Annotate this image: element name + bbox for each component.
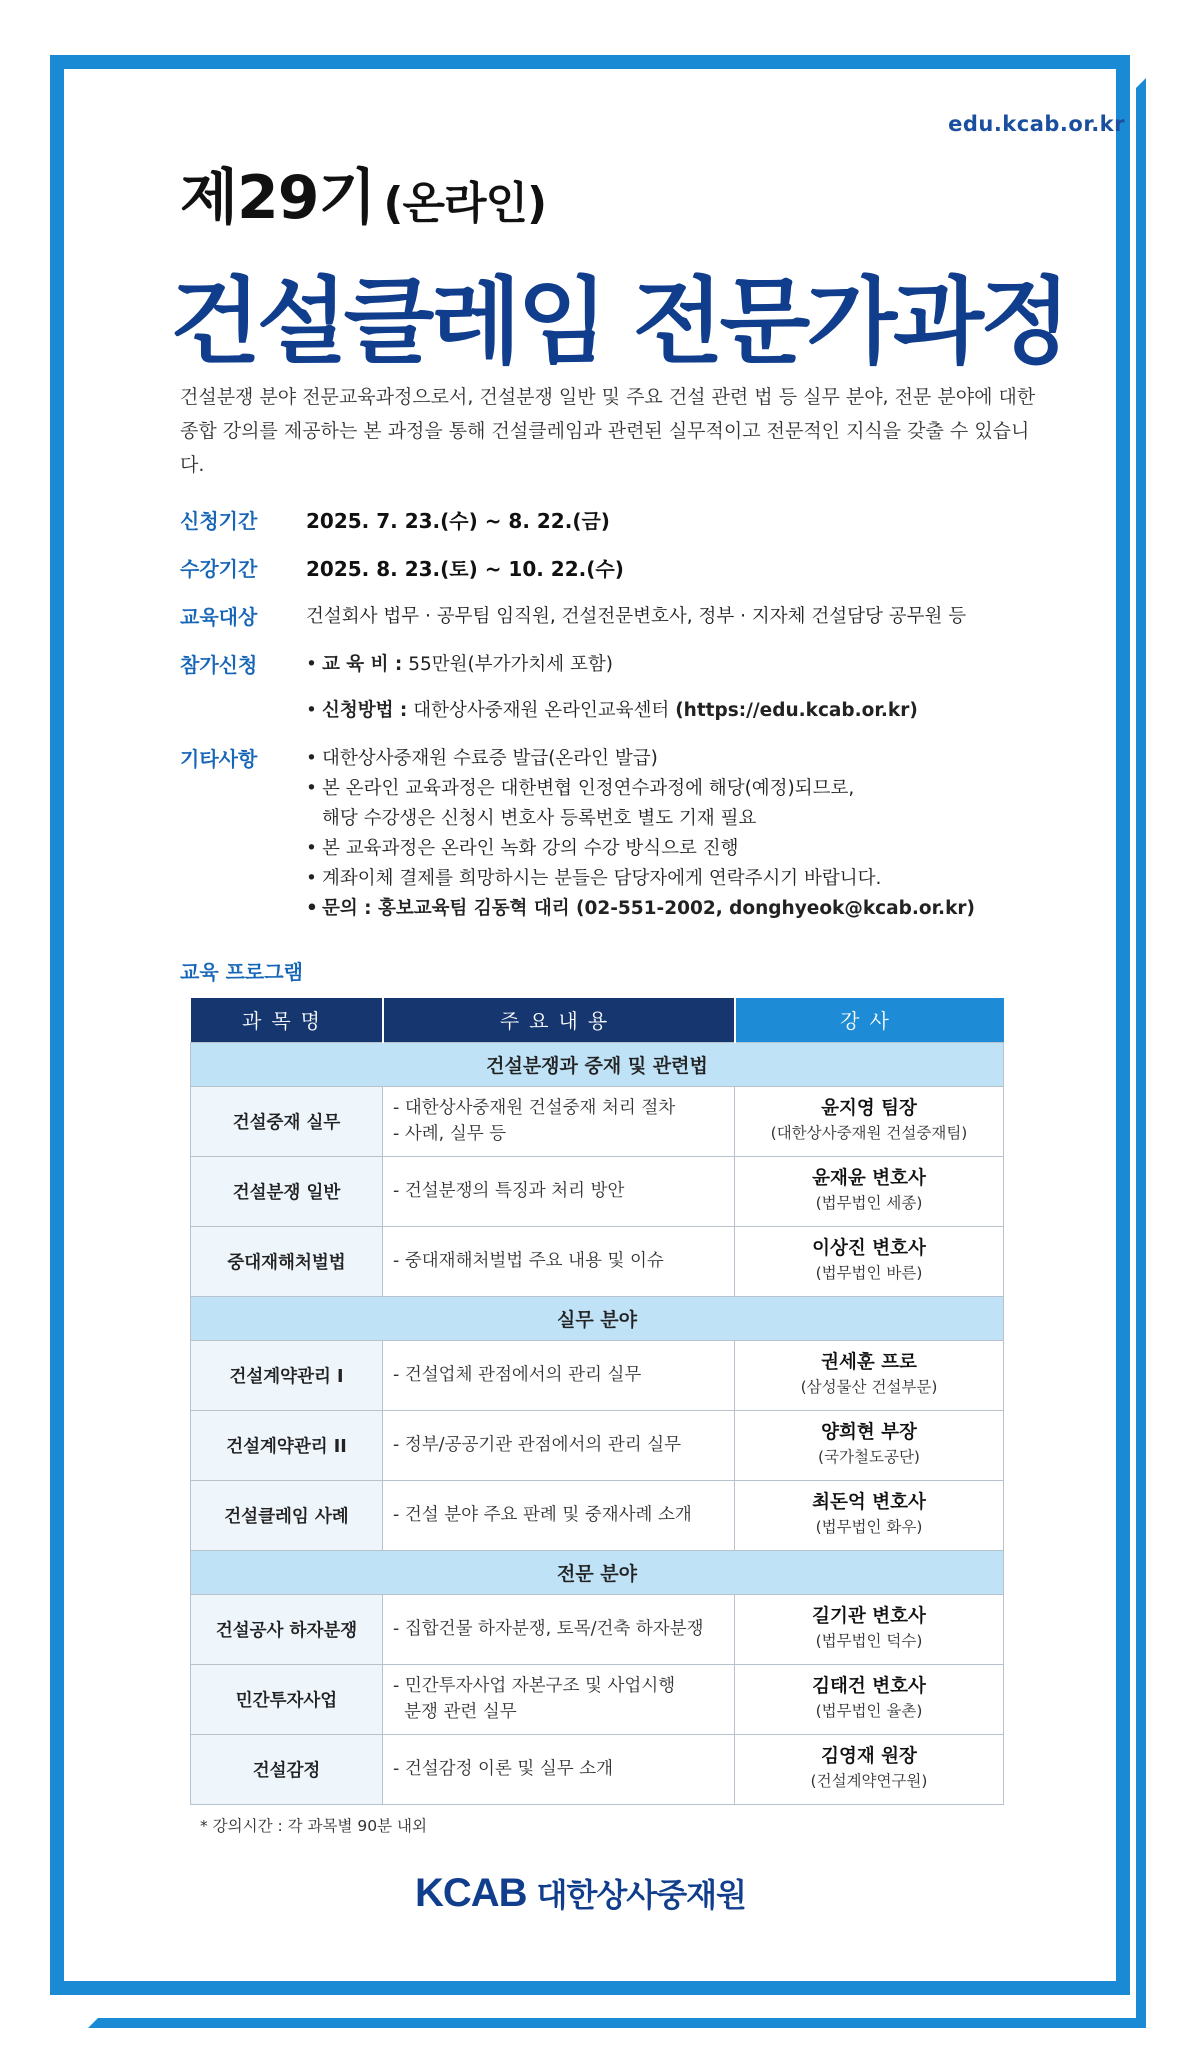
course-period-label: 수강기간 — [180, 557, 258, 581]
subject-cell: 건설중재 실무 — [191, 1086, 383, 1156]
etc-item-transfer: • 계좌이체 결제를 희망하시는 분들은 담당자에게 연락주시기 바랍니다. — [306, 864, 975, 894]
etc-item-format: • 본 교육과정은 온라인 녹화 강의 수강 방식으로 진행 — [306, 834, 975, 864]
target-label: 교육대상 — [180, 605, 258, 629]
etc-item-bar-credit-line1: 본 온라인 교육과정은 대한변협 인정연수과정에 해당(예정)되므로, — [322, 778, 855, 799]
apply-period-label: 신청기간 — [180, 509, 258, 533]
lecturer-name: 양희현 부장 — [821, 1422, 917, 1443]
section-name: 실무 분야 — [191, 1296, 1004, 1340]
apply-period-row — [180, 506, 1080, 536]
lecturer-org: (대한상사중재원 건설중재팀) — [770, 1124, 968, 1142]
lecturer-cell — [735, 1594, 1004, 1664]
detail-line: - 대한상사중재원 건설중재 처리 절차 — [393, 1098, 676, 1118]
site-url[interactable]: edu.kcab.or.kr — [948, 112, 1125, 136]
detail-line: 분쟁 관련 실무 — [393, 1702, 517, 1722]
table-row — [191, 1340, 1004, 1410]
subject-cell: 건설감정 — [191, 1734, 383, 1804]
headline-cohort — [180, 150, 546, 236]
lecturer-cell — [735, 1226, 1004, 1296]
program-title: 교육 프로그램 — [180, 960, 303, 984]
course-period-row — [180, 554, 1080, 584]
subject-cell: 건설계약관리 I — [191, 1340, 383, 1410]
table-row — [191, 1156, 1004, 1226]
method-url[interactable]: (https://edu.kcab.or.kr) — [675, 700, 918, 721]
header-content: 주요내용 — [383, 998, 735, 1042]
section-name: 건설분쟁과 중재 및 관련법 — [191, 1042, 1004, 1086]
poster-content — [170, 0, 1125, 2055]
table-row — [191, 1480, 1004, 1550]
method-item — [306, 696, 918, 726]
fee-item — [306, 650, 918, 680]
lecturer-cell — [735, 1340, 1004, 1410]
table-row — [191, 1226, 1004, 1296]
etc-row — [180, 744, 1080, 924]
headline-online-tag: (온라인) — [383, 178, 547, 229]
lecturer-org: (국가철도공단) — [818, 1448, 920, 1466]
header-subject: 과목명 — [191, 998, 383, 1042]
detail-cell: - 건설감정 이론 및 실무 소개 — [383, 1734, 735, 1804]
lecturer-cell — [735, 1664, 1004, 1734]
etc-item-contact: • 문의 : 홍보교육팀 김동혁 대리 (02-551-2002, donghyeok@kcab.or.kr) — [306, 894, 975, 924]
lecturer-org: (법무법인 바른) — [815, 1264, 923, 1282]
kcab-logo — [415, 1868, 746, 1918]
table-row — [191, 1410, 1004, 1480]
target-row — [180, 602, 1080, 632]
table-row — [191, 1664, 1004, 1734]
kcab-logo-mark: KCAB — [415, 1870, 527, 1915]
detail-line: - 민간투자사업 자본구조 및 사업시행 — [393, 1676, 676, 1696]
etc-item-bar-credit-line2: 해당 수강생은 신청시 변호사 등록번호 별도 기재 필요 — [322, 808, 757, 829]
lecturer-name: 길기관 변호사 — [812, 1606, 926, 1627]
subject-cell: 건설계약관리 II — [191, 1410, 383, 1480]
kcab-logo-name: 대한상사중재원 — [536, 1876, 746, 1914]
lecturer-name: 이상진 변호사 — [812, 1238, 926, 1259]
etc-list — [306, 744, 975, 924]
subject-cell: 건설분쟁 일반 — [191, 1156, 383, 1226]
lecturer-name: 김태건 변호사 — [812, 1676, 926, 1697]
lecturer-cell — [735, 1156, 1004, 1226]
etc-item-bar-credit — [306, 774, 975, 834]
method-value: 대한상사중재원 온라인교육센터 — [413, 700, 670, 721]
lecturer-cell — [735, 1086, 1004, 1156]
table-row — [191, 1594, 1004, 1664]
section-row — [191, 1550, 1004, 1594]
registration-list — [306, 650, 918, 726]
registration-row — [180, 650, 1080, 726]
lecturer-name: 윤재윤 변호사 — [812, 1168, 926, 1189]
header-lecturer: 강사 — [735, 998, 1004, 1042]
lecturer-cell — [735, 1410, 1004, 1480]
lecturer-cell — [735, 1480, 1004, 1550]
detail-cell: - 건설분쟁의 특징과 처리 방안 — [383, 1156, 735, 1226]
lecturer-org: (삼성물산 건설부문) — [800, 1378, 938, 1396]
lecturer-name: 김영재 원장 — [821, 1746, 917, 1767]
lecturer-org: (법무법인 덕수) — [815, 1632, 923, 1650]
headline-course-title: 건설클레임 전문가과정 — [170, 268, 1067, 377]
etc-label: 기타사항 — [180, 747, 258, 771]
program-header-row — [191, 998, 1004, 1042]
section-name: 전문 분야 — [191, 1550, 1004, 1594]
program-table — [190, 998, 1004, 1805]
lecturer-org: (법무법인 율촌) — [815, 1702, 923, 1720]
detail-line: - 사례, 실무 등 — [393, 1124, 507, 1144]
detail-cell: - 집합건물 하자분쟁, 토목/건축 하자분쟁 — [383, 1594, 735, 1664]
lecture-time-note: * 강의시간 : 각 과목별 90분 내외 — [200, 1817, 427, 1835]
headline-cohort-number: 제29기 — [180, 163, 376, 233]
section-row — [191, 1042, 1004, 1086]
lecturer-name: 윤지영 팀장 — [821, 1098, 917, 1119]
detail-cell: - 건설업체 관점에서의 관리 실무 — [383, 1340, 735, 1410]
intro-paragraph: 건설분쟁 분야 전문교육과정으로서, 건설분쟁 일반 및 주요 건설 관련 법 등 실무 분야, 전문 분야에 대한 종합 강의를 제공하는 본 과정을 통해 건설클레임과 관련된 실무적이고 전문적인 지식을 갖출 수 있습니다. — [180, 386, 1036, 476]
detail-cell — [383, 1664, 735, 1734]
detail-cell: - 정부/공공기관 관점에서의 관리 실무 — [383, 1410, 735, 1480]
table-row — [191, 1086, 1004, 1156]
lecturer-org: (법무법인 화우) — [815, 1518, 923, 1536]
subject-cell: 건설공사 하자분쟁 — [191, 1594, 383, 1664]
etc-item-certificate: • 대한상사중재원 수료증 발급(온라인 발급) — [306, 744, 975, 774]
subject-cell: 건설클레임 사례 — [191, 1480, 383, 1550]
target-value: 건설회사 법무 · 공무팀 임직원, 건설전문변호사, 정부 · 지자체 건설담당 공무원 등 — [306, 606, 967, 627]
info-block — [180, 506, 1080, 942]
fee-value: 55만원(부가가치세 포함) — [408, 654, 613, 675]
table-row — [191, 1734, 1004, 1804]
detail-cell: - 건설 분야 주요 판례 및 중재사례 소개 — [383, 1480, 735, 1550]
lecturer-org: (건설계약연구원) — [810, 1772, 928, 1790]
subject-cell: 중대재해처벌법 — [191, 1226, 383, 1296]
section-row — [191, 1296, 1004, 1340]
detail-cell: - 중대재해처벌법 주요 내용 및 이슈 — [383, 1226, 735, 1296]
subject-cell: 민간투자사업 — [191, 1664, 383, 1734]
program-body — [191, 1042, 1004, 1804]
registration-label: 참가신청 — [180, 653, 258, 677]
lecturer-name: 권세훈 프로 — [821, 1352, 917, 1373]
detail-cell — [383, 1086, 735, 1156]
method-key: 신청방법 : — [322, 700, 408, 721]
apply-period-value: 2025. 7. 23.(수) ~ 8. 22.(금) — [306, 509, 610, 533]
fee-key: 교 육 비 : — [322, 654, 403, 675]
course-period-value: 2025. 8. 23.(토) ~ 10. 22.(수) — [306, 557, 624, 581]
lecturer-name: 최돈억 변호사 — [812, 1492, 926, 1513]
lecturer-cell — [735, 1734, 1004, 1804]
lecturer-org: (법무법인 세종) — [815, 1194, 923, 1212]
